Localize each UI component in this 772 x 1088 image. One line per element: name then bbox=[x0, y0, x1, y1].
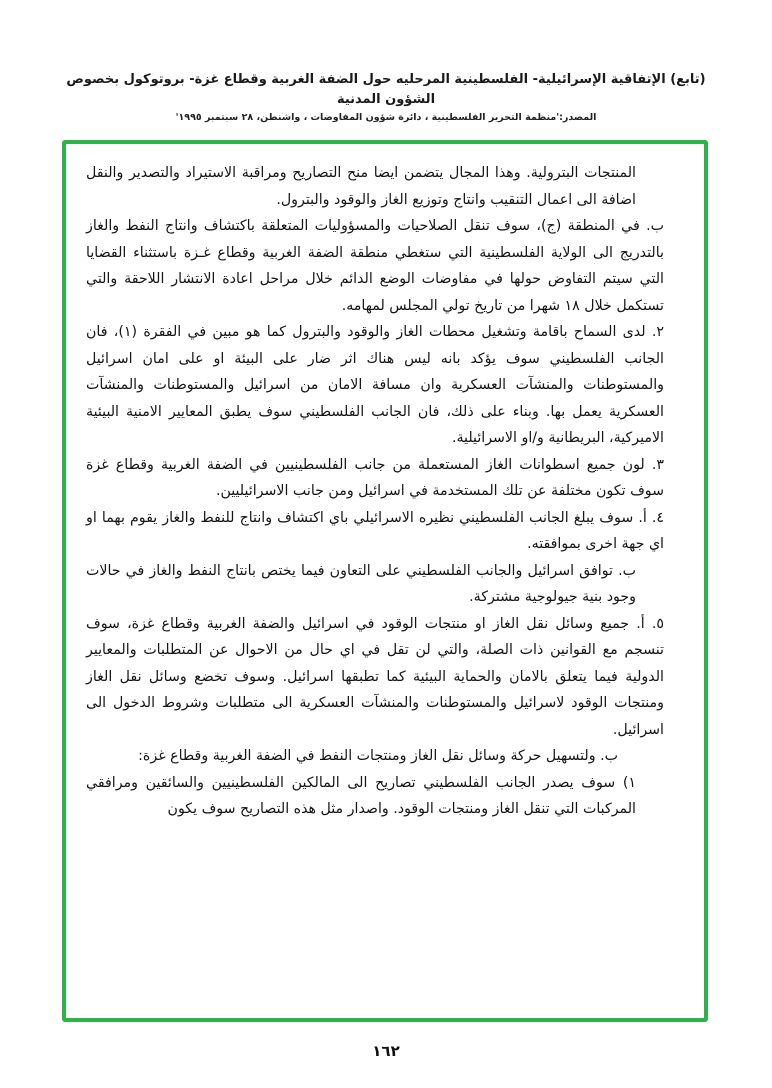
paragraph-text: في المنطقة (ج)، سوف تنقل الصلاحيات والمسؤوليات المتعلقة باكتشاف وانتاج النفط والغاز بالتدريج الى الولاية الفلسطينية التي ستغطي منطقة الضفة الغربية وقطاع غـزة باستثناء القضايا التي سيتم التفاوض حولها في مفاوضات الوضع الدائم خلال مراحل اعادة الانتشار اللاحقة والتي تستكمل خلال ١٨ شهرا من تاريخ تولي المجلس لمهامه. bbox=[86, 218, 664, 314]
paragraph-label: ب. bbox=[595, 748, 618, 764]
paragraph bbox=[86, 319, 664, 452]
paragraph-text: لون جميع اسطوانات الغاز المستعملة من جانب الفلسطينيين في الضفة الغربية وقطاع غزة سوف تكون مختلفة عن تلك المستخدمة في اسرائيل ومن جانب الاسرائيليين. bbox=[86, 456, 664, 499]
paragraph bbox=[86, 452, 664, 505]
document-body bbox=[86, 160, 664, 823]
paragraph-label: ٥. أ. bbox=[629, 615, 664, 632]
document-title: (تابع) الإتفاقية الإسرائيلية- الفلسطينية المرحليه حول الضفة الغربية وقطاع غزة- بروتوكول بخصوص الشؤون المدنية bbox=[66, 72, 706, 107]
paragraph-text: سوف يبلغ الجانب الفلسطيني نظيره الاسرائيلي باي اكتشاف وانتاج للنفط والغاز يقوم بهما او اي جهة اخرى بموافقته. bbox=[86, 509, 664, 552]
paragraph-text: جميع وسائل نقل الغاز او منتجات الوقود في اسرائيل والضفة الغربية وقطاع غزة، سوف تنسجم مع القوانين ذات الصلة، والتي لن تقل في اي حال من الاحوال عن المتطلبات والمعايير الدولية فيما يتعلق بالامان والحماية البيئية كما تطبقها اسرائيل. وسوف تخضع وسائل نقل الغاز ومنتجات الوقود لاسرائيل والمستوطنات والمنشآت العسكرية الى متطلبات وشروط الدخول الى اسرائيل. bbox=[86, 615, 664, 738]
paragraph-label: ٢. bbox=[645, 324, 664, 340]
paragraph-text: ولتسهيل حركة وسائل نقل الغاز ومنتجات النفط في الضفة الغربية وقطاع غزة: bbox=[138, 748, 596, 764]
paragraph bbox=[86, 160, 664, 213]
page-number: ١٦٢ bbox=[372, 1042, 400, 1060]
paragraph-label: ب. bbox=[639, 218, 664, 234]
paragraph bbox=[86, 505, 664, 558]
paragraph-text: توافق اسرائيل والجانب الفلسطيني على التعاون فيما يختص بانتاج النفط والغاز في حالات وجود بنية جيولوجية مشتركة. bbox=[86, 562, 636, 605]
paragraph bbox=[86, 611, 664, 744]
paragraph-label: ١) bbox=[615, 774, 637, 791]
paragraph bbox=[86, 558, 664, 611]
paragraph-text: لدى السماح باقامة وتشغيل محطات الغاز والوقود والبترول كما هو مبين في الفقرة (١)، فان الجانب الفلسطيني سوف يؤكد بانه ليس هناك اثر ضار على البيئة او على امان اسرائيل والمستوطنات والمنشآت العسكرية وان مسافة الامان من اسرائيل والمستوطنات والمنشآت العسكرية يعمل بها. وبناء على ذلك، فان الجانب الفلسطيني سوف يطبق المعايير الامنية البيئية الاميركية، البريطانية و/او الاسرائيلية. bbox=[86, 324, 664, 446]
paragraph-text: المنتجات البترولية. وهذا المجال يتضمن ايضا منح التصاريح ومراقبة الاستيراد والتصدير والنقل اضافة الى اعمال التنقيب وانتاج وتوزيع الغاز والوقود والبترول. bbox=[86, 165, 636, 208]
document-header bbox=[40, 70, 732, 123]
paragraph-text: سوف يصدر الجانب الفلسطيني تصاريح الى المالكين الفلسطينيين والسائقين ومرافقي المركبات التي تنقل الغاز ومنتجات الوقود. واصدار مثل هذه التصاريح سوف يكون bbox=[86, 774, 636, 817]
paragraph-label: ٤. أ. bbox=[633, 509, 664, 526]
paragraph bbox=[86, 213, 664, 319]
paragraph-label: ٣. bbox=[644, 456, 664, 473]
paragraph-label: ب. bbox=[613, 562, 636, 579]
paragraph bbox=[86, 743, 664, 770]
document-source: المصدر:'منظمة التحرير الفلسطينية ، دائرة شؤون المفاوضات ، واشنطن، ٢٨ سبتمبر ١٩٩٥' bbox=[175, 112, 597, 123]
paragraph bbox=[86, 770, 664, 823]
